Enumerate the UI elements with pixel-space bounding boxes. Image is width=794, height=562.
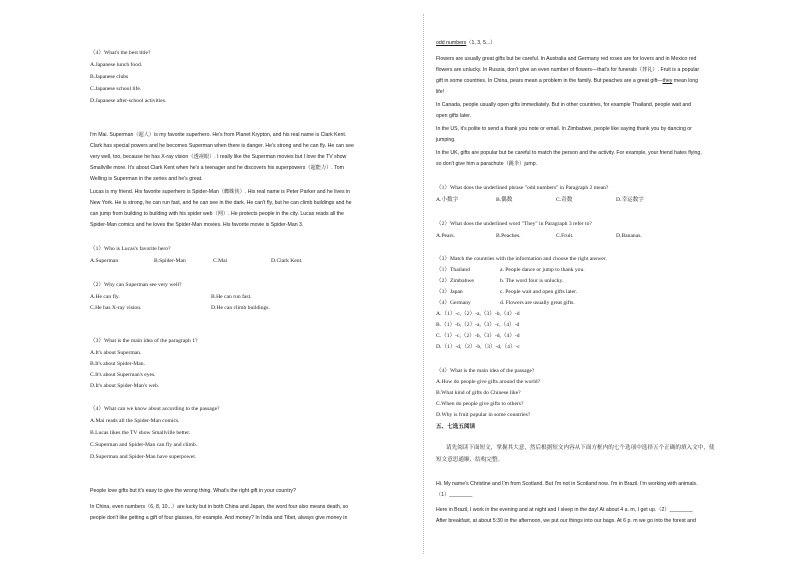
option: D.Why is fruit popular in some countries? <box>436 412 531 418</box>
match-country: （1）Thailand <box>436 267 470 273</box>
option: C.He has X-ray vision. <box>90 305 142 311</box>
question: （1）Who is Lucas's favorite hero? <box>90 246 171 252</box>
option: B.What kind of gifts do Chinese like? <box>436 390 521 396</box>
option: C.Mai <box>213 258 228 264</box>
column-divider <box>423 14 424 554</box>
passage-line: In Canada, people usually open gifts immediately. But in other countries, for example Thailand, people wait and <box>436 102 692 108</box>
passage-line: Spider-Man comics and he loves the Spider-Man movies. His favorite movie is Spider-Man 3. <box>90 222 304 228</box>
passage-text: （1, 3, 5...） <box>466 40 496 46</box>
option: A.Mai reads all the Spider-Man comics. <box>90 418 180 424</box>
instruction-line: 短文意思通顺、结构完整。 <box>436 457 504 463</box>
option: D.幸运数字 <box>616 197 644 203</box>
underlined-phrase: odd numbers <box>436 40 467 46</box>
option: B.It's about Spider-Man. <box>90 361 145 367</box>
option: D.Bananas. <box>616 233 642 239</box>
option: A.Superman <box>90 258 119 264</box>
match-info: a. People dance or jump to thank you. <box>500 267 585 273</box>
passage-line: so don't give him a parachute（跳伞）jump. <box>436 161 538 167</box>
option: C.Superman and Spider-Man can fly and climb. <box>90 442 198 448</box>
passage-line <box>436 39 495 47</box>
option: A.Japanese lunch food. <box>90 62 143 68</box>
passage-line: very well, too, because he has X-ray vision（透视眼）. I really like the Superman movies but I love the TV show <box>90 154 347 160</box>
question: （3）Match the countries with the information and choose the right answer. <box>436 256 607 262</box>
passage-line: people don't like getting a gift of four glasses, for example. And money? In India and Tibet, always give money in <box>90 515 348 521</box>
option: B.He can run fast. <box>211 294 252 300</box>
passage-line: can jump from building to building with his spider web（网）. He protects people in the city. Lucas reads all the <box>90 211 344 217</box>
question: （4）What can we know about according to the passage? <box>90 406 220 412</box>
option: D.Japanese after-school activities. <box>90 98 167 104</box>
match-country: （4）Germany <box>436 300 471 306</box>
option: C.Fruit. <box>556 233 574 239</box>
passage-line: In the US, it's polite to send a thank you note or email. In Zimbabwe, people like saying thank you by dancing or <box>436 126 692 132</box>
passage-line: After breakfast, at about 5:30 in the afternoon, we put our things into our bags. At 6 p. m we go into the forest and <box>436 518 696 524</box>
option: A.How do people give gifts around the world? <box>436 379 541 385</box>
option: A.（1）-c,（2）-a,（3）-b,（4）-d <box>436 311 520 317</box>
passage-line: In the UK, gifts are popular but be careful to match the person and the activity. For example, your friend hates flying, <box>436 150 702 156</box>
option: B.Lucas likes the TV show Smallville better. <box>90 430 191 436</box>
option: D.Clark Kent. <box>271 258 303 264</box>
question: （2）Why can Superman see very well? <box>90 282 182 288</box>
underlined-word: they <box>662 78 673 84</box>
passage-text: mean long <box>672 78 699 84</box>
option: B.（1）-b,（2）-a,（3）-c,（4）-d <box>436 322 520 328</box>
option: C.奇数 <box>556 197 573 203</box>
question: （4）What is the main idea of the passage? <box>436 368 535 374</box>
question: （1）What does the underlined phrase "odd numbers" in Paragraph 2 mean? <box>436 185 609 191</box>
question: （3）What is the main idea of the paragraph 1? <box>90 338 198 344</box>
option: B.Spider-Man <box>154 258 186 264</box>
passage-line: People love gifts but it's easy to give the wrong thing. What's the right gift in your country? <box>90 488 296 494</box>
passage-line <box>436 77 698 85</box>
passage-line: Flowers are usually great gifts but be careful. In Australia and Germany red roses are for lovers and in Mexico red <box>436 56 697 62</box>
question: （4）What's the best title? <box>90 50 151 56</box>
passage-line: New York. He is strong, he can run fast, and he can see in the dark. He can't fly, but he can climb buildings and he <box>90 200 352 206</box>
passage-line: flowers are unlucky. In Russia, don't give an even number of flowers—that's for funerals（葬礼）. Fruit is a popular <box>436 67 700 73</box>
passage-line: I'm Mai. Superman（超人）is my favorite superhero. He's from Planet Krypton, and his real name is Clark Kent. <box>90 132 347 138</box>
passage-line: Clark has special powers and he becomes Superman when there is danger. He's strong and he can fly. He can see <box>90 143 354 149</box>
option: C.（1）-c,（2）-b,（3）-d,（4）-d <box>436 333 520 339</box>
match-info: d. Flowers are usually great gifts. <box>500 300 575 306</box>
passage-line: Lucas is my friend. His favorite superhero is Spider-Man（蜘蛛侠）. His real name is Peter Parker and he lives in <box>90 189 351 195</box>
passage-line: life! <box>436 89 445 95</box>
match-info: c. People wait and open gifts later. <box>500 289 578 295</box>
passage-line: open gifts later. <box>436 113 472 119</box>
passage-text: gift in some countries. In China, pears mean a problem in the family. But peaches are a great gift— <box>436 78 663 84</box>
option: A.He can fly. <box>90 294 120 300</box>
option: D.He can climb buildings. <box>211 305 270 311</box>
passage-line: Smallville more. It's about Clark Kent when he's a teenager and he discovers his superpowers（超能力）. Tom <box>90 165 344 171</box>
section-title: 五、七选五阅读 <box>436 424 476 430</box>
question: （2）What does the underlined word "They" in Paragraph 3 refer to? <box>436 221 592 227</box>
option: B.Japanese clubs <box>90 74 129 80</box>
option: D.It's about Spider-Man's web. <box>90 383 160 389</box>
match-country: （2）Zimbabwe <box>436 278 474 284</box>
option: C.When do people give gifts to others? <box>436 401 524 407</box>
option: B.偶数 <box>496 197 513 203</box>
match-country: （3）Japan <box>436 289 463 295</box>
passage-line: Hi. My name's Christine and I'm from Scotland. But I'm not in Scotland now. I'm in Brazil. I'm working with animals. <box>436 481 698 487</box>
passage-line: Welling is Superman in the series and he's great. <box>90 176 203 182</box>
option: A.It's about Superman. <box>90 350 142 356</box>
option: C.Japanese school life. <box>90 86 142 92</box>
passage-line: Here in Brazil, I work in the evening and at night and I sleep in the day! At about 4 a. m, I get up.（2）________ <box>436 507 693 513</box>
option: B.Peaches. <box>496 233 521 239</box>
option: A.小数字 <box>436 197 459 203</box>
passage-line: In China, even numbers（6, 8, 10...）are lucky but in both China and Japan, the word four also means death, so <box>90 504 349 510</box>
option: C.It's about Superman's eyes. <box>90 372 156 378</box>
option: D.（1）-d,（2）-b,（3）-d,（4）-c <box>436 344 520 350</box>
option: A.Pears. <box>436 233 455 239</box>
passage-line: jumping. <box>436 137 456 143</box>
instruction-line: 请先阅读下面短文，掌握其大意，然后根据短文内容从下面方框内的七个选项中选择五个正确的填入文中，使 <box>446 445 715 451</box>
match-info: b. The word four is unlucky. <box>500 278 564 284</box>
option: D.Superman and Spider-Man have superpower. <box>90 454 197 460</box>
blank-line: （1）________ <box>436 492 473 498</box>
